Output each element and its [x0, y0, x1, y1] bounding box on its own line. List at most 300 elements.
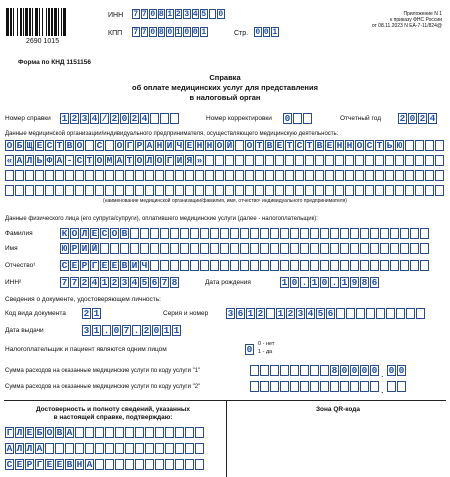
confirm-line-3[interactable] — [5, 459, 205, 470]
same-person-opt-no: 0 - нет — [258, 341, 275, 347]
sum-code1-label: Сумма расходов на оказанные медицинские услуги по коду услуги "1" — [5, 368, 201, 374]
char-cell — [220, 228, 229, 239]
char-cell — [210, 228, 219, 239]
sum-code1-rub-field[interactable] — [250, 365, 380, 376]
char-cell — [105, 185, 114, 196]
char-cell: В — [66, 459, 73, 470]
char-cell — [420, 228, 429, 239]
char-cell — [265, 155, 274, 166]
header-kpp-field[interactable] — [132, 27, 209, 37]
char-cell — [175, 459, 184, 470]
char-cell: . — [301, 277, 308, 288]
char-cell — [160, 243, 169, 254]
char-cell — [180, 228, 189, 239]
char-cell — [215, 155, 224, 166]
char-cell — [265, 170, 274, 181]
char-cell: Н — [156, 140, 163, 151]
char-cell: 2 — [399, 113, 406, 124]
char-cell — [255, 155, 264, 166]
char-cell: Р — [136, 140, 143, 151]
char-cell — [55, 170, 64, 181]
char-cell — [209, 9, 217, 19]
cert-number-label: Номер справки — [5, 115, 51, 122]
appendix-line-1: Приложение N 1 — [403, 11, 442, 17]
char-cell — [435, 185, 444, 196]
char-cell: С — [96, 140, 103, 151]
char-cell — [310, 260, 319, 271]
char-cell — [400, 243, 409, 254]
char-cell — [185, 459, 194, 470]
char-cell — [375, 185, 384, 196]
char-cell — [240, 243, 249, 254]
char-cell — [255, 170, 264, 181]
char-cell — [175, 427, 184, 438]
char-cell: Л — [81, 228, 88, 239]
barcode-bar — [32, 8, 33, 36]
char-cell: А — [36, 443, 43, 454]
char-cell — [150, 260, 159, 271]
char-cell: Ь — [386, 140, 393, 151]
char-cell — [280, 260, 289, 271]
char-cell: О — [356, 140, 363, 151]
sum-code1-kop-field[interactable] — [387, 365, 407, 376]
char-cell: Ч — [176, 140, 183, 151]
char-cell — [225, 185, 234, 196]
sum-code2-dot: . — [381, 385, 384, 395]
char-cell — [180, 260, 189, 271]
char-cell — [305, 170, 314, 181]
same-person-field[interactable] — [245, 344, 255, 355]
org-line-1[interactable] — [5, 140, 445, 151]
char-cell — [425, 170, 434, 181]
char-cell — [170, 228, 179, 239]
char-cell — [95, 185, 104, 196]
char-cell: 0 — [361, 365, 368, 376]
char-cell — [380, 260, 389, 271]
char-cell — [396, 308, 405, 319]
cert-corr-field[interactable] — [283, 113, 313, 124]
char-cell — [250, 228, 259, 239]
char-cell — [95, 443, 104, 454]
char-cell — [330, 228, 339, 239]
char-cell: 0 — [192, 28, 198, 37]
char-cell — [380, 228, 389, 239]
char-cell — [175, 170, 184, 181]
char-cell — [210, 260, 219, 271]
char-cell — [165, 185, 174, 196]
char-cell — [305, 185, 314, 196]
char-cell — [45, 170, 54, 181]
char-cell — [335, 155, 344, 166]
char-cell: 2 — [111, 113, 118, 124]
char-cell — [250, 381, 259, 392]
char-cell — [75, 185, 84, 196]
org-line-2[interactable] — [5, 155, 445, 166]
char-cell — [240, 228, 249, 239]
char-cell — [145, 427, 154, 438]
char-cell: В — [316, 140, 323, 151]
char-cell — [205, 185, 214, 196]
barcode — [6, 0, 86, 46]
char-cell: 0 — [167, 28, 173, 37]
barcode-bar — [63, 8, 66, 36]
char-cell — [370, 228, 379, 239]
char-cell: 7 — [71, 277, 78, 288]
cert-number-field[interactable] — [60, 113, 180, 124]
char-cell — [210, 243, 219, 254]
char-cell: Т — [126, 155, 133, 166]
char-cell: / — [101, 113, 108, 124]
char-cell: 0 — [351, 365, 358, 376]
char-cell: М — [106, 155, 113, 166]
char-cell — [410, 228, 419, 239]
confirm-line-1[interactable] — [5, 427, 205, 438]
char-cell — [420, 243, 429, 254]
appendix-line-2: к приказу ФНС России — [390, 17, 442, 23]
char-cell — [370, 381, 379, 392]
cert-corr-label: Номер корректировки — [206, 115, 272, 122]
char-cell — [290, 365, 299, 376]
payer-inn-field[interactable] — [60, 277, 180, 288]
char-cell — [120, 243, 129, 254]
char-cell — [115, 427, 124, 438]
char-cell — [350, 228, 359, 239]
char-cell: 1 — [163, 325, 170, 336]
char-cell: Г — [166, 155, 173, 166]
char-cell: 1 — [277, 308, 284, 319]
char-cell — [275, 155, 284, 166]
char-cell: 2 — [143, 325, 150, 336]
char-cell: И — [166, 140, 173, 151]
char-cell: С — [61, 260, 68, 271]
char-cell — [155, 170, 164, 181]
sum-code2-rub-field[interactable] — [250, 381, 380, 392]
char-cell — [386, 308, 395, 319]
cert-year-field[interactable] — [398, 113, 438, 124]
char-cell — [260, 260, 269, 271]
char-cell — [385, 170, 394, 181]
char-cell — [150, 243, 159, 254]
header-page-field[interactable] — [254, 27, 280, 37]
char-cell — [25, 185, 34, 196]
org-line-4[interactable] — [5, 185, 445, 196]
char-cell — [105, 427, 114, 438]
char-cell — [85, 185, 94, 196]
char-cell: Л — [16, 443, 23, 454]
char-cell — [435, 140, 444, 151]
char-cell: Т — [306, 140, 313, 151]
char-cell: Ю — [396, 140, 403, 151]
char-cell — [245, 170, 254, 181]
char-cell: 2 — [83, 308, 90, 319]
char-cell — [230, 228, 239, 239]
doc-series-field[interactable] — [226, 308, 426, 319]
char-cell — [416, 308, 425, 319]
char-cell — [325, 170, 334, 181]
char-cell: С — [101, 228, 108, 239]
char-cell: Н — [206, 140, 213, 151]
char-cell: 1 — [247, 308, 254, 319]
char-cell — [375, 155, 384, 166]
char-cell — [195, 170, 204, 181]
char-cell — [350, 260, 359, 271]
char-cell — [105, 443, 114, 454]
char-cell: 4 — [192, 10, 198, 19]
char-cell: 8 — [361, 277, 368, 288]
char-cell — [340, 260, 349, 271]
char-cell — [165, 459, 174, 470]
char-cell — [260, 365, 269, 376]
payer-patronymic-field[interactable] — [60, 260, 430, 271]
char-cell — [235, 170, 244, 181]
char-cell — [340, 381, 349, 392]
char-cell — [15, 170, 24, 181]
char-cell — [325, 185, 334, 196]
char-cell: 8 — [158, 28, 164, 37]
char-cell — [235, 185, 244, 196]
char-cell — [270, 365, 279, 376]
char-cell — [115, 170, 124, 181]
char-cell — [135, 427, 144, 438]
char-cell — [295, 185, 304, 196]
char-cell — [410, 260, 419, 271]
char-cell — [360, 243, 369, 254]
char-cell — [190, 260, 199, 271]
char-cell — [195, 427, 204, 438]
char-cell — [315, 170, 324, 181]
char-cell — [245, 185, 254, 196]
char-cell: О — [156, 155, 163, 166]
payer-dob-label: Дата рождения — [205, 279, 251, 286]
title-line-1: Справка — [209, 73, 241, 82]
knd-form-code: Форма по КНД 1151156 — [18, 59, 91, 66]
char-cell — [266, 308, 275, 319]
char-cell: 0 — [409, 113, 416, 124]
char-cell — [260, 381, 269, 392]
char-cell: Н — [76, 459, 83, 470]
char-cell — [140, 243, 149, 254]
char-cell — [55, 443, 64, 454]
char-cell — [85, 427, 94, 438]
char-cell: Т — [286, 140, 293, 151]
char-cell: 4 — [91, 277, 98, 288]
char-cell: 4 — [429, 113, 436, 124]
char-cell: А — [146, 140, 153, 151]
char-cell — [387, 381, 396, 392]
char-cell — [345, 155, 354, 166]
char-cell: 0 — [255, 28, 261, 37]
char-cell — [105, 459, 114, 470]
char-cell: 6 — [237, 308, 244, 319]
char-cell — [366, 308, 375, 319]
char-cell: Б — [36, 427, 43, 438]
char-cell — [390, 243, 399, 254]
char-cell: 5 — [317, 308, 324, 319]
char-cell — [400, 260, 409, 271]
char-cell — [145, 443, 154, 454]
char-cell: А — [56, 155, 63, 166]
barcode-bar — [17, 8, 18, 36]
doc-date-field[interactable] — [82, 325, 182, 336]
char-cell — [425, 140, 434, 151]
char-cell: А — [116, 155, 123, 166]
char-cell: Г — [6, 427, 13, 438]
char-cell — [200, 260, 209, 271]
char-cell — [115, 459, 124, 470]
title-line-2: об оплате медицинских услуг для представления — [132, 83, 318, 92]
char-cell: 2 — [111, 277, 118, 288]
char-cell — [85, 170, 94, 181]
char-cell: О — [216, 140, 223, 151]
char-cell — [215, 170, 224, 181]
char-cell: - — [66, 155, 73, 166]
char-cell — [125, 170, 134, 181]
char-cell: 2 — [175, 10, 181, 19]
char-cell — [85, 443, 94, 454]
char-cell — [280, 365, 289, 376]
char-cell: 3 — [121, 277, 128, 288]
char-cell — [155, 443, 164, 454]
char-cell: 1 — [311, 277, 318, 288]
char-cell — [405, 140, 414, 151]
char-cell — [135, 185, 144, 196]
barcode-bar — [25, 8, 28, 36]
char-cell — [160, 228, 169, 239]
char-cell: 1 — [173, 325, 180, 336]
appendix-line-3: от 08.11.2023 N ЕА-7-11/824@ — [371, 23, 442, 29]
char-cell — [115, 443, 124, 454]
same-person-label: Налогоплательщик и пациент являются одним лицом — [5, 346, 167, 353]
char-cell — [200, 228, 209, 239]
char-cell — [330, 243, 339, 254]
char-cell: О — [136, 155, 143, 166]
char-cell: О — [116, 140, 123, 151]
org-label: Данные медицинской организации/индивидуального предпринимателя, осуществляющего медицинскую деятельность: — [5, 131, 339, 137]
char-cell: О — [111, 228, 118, 239]
char-cell — [290, 260, 299, 271]
header-inn-field[interactable] — [132, 9, 226, 19]
char-cell: В — [121, 260, 128, 271]
char-cell — [235, 155, 244, 166]
confirm-label-1: Достоверность и полноту сведений, указанных — [35, 406, 191, 413]
char-cell — [115, 185, 124, 196]
doc-code-label: Код вида документа — [5, 310, 66, 317]
doc-series-label: Серия и номер — [163, 310, 209, 317]
qr-zone-label: Зона QR-кода — [315, 406, 361, 413]
char-cell — [310, 228, 319, 239]
barcode-bar — [39, 8, 40, 36]
payer-surname-field[interactable] — [60, 228, 430, 239]
char-cell — [320, 243, 329, 254]
char-cell — [365, 155, 374, 166]
char-cell: 0 — [263, 28, 269, 37]
doc-date-label: Дата выдачи — [5, 327, 44, 334]
char-cell: С — [46, 140, 53, 151]
char-cell — [145, 170, 154, 181]
char-cell: Е — [276, 140, 283, 151]
char-cell — [290, 228, 299, 239]
char-cell — [105, 170, 114, 181]
char-cell — [325, 155, 334, 166]
char-cell — [135, 459, 144, 470]
barcode-bar — [48, 8, 50, 36]
char-cell: 3 — [83, 325, 90, 336]
payer-label: Данные физического лица (его супруга/супруги), оплатившего медицинские услуги (далее - налогоплательщик): — [5, 216, 318, 222]
char-cell: 4 — [91, 113, 98, 124]
char-cell: И — [176, 155, 183, 166]
cert-year-label: Отчетный год — [340, 115, 381, 122]
char-cell — [435, 155, 444, 166]
barcode-bar — [23, 8, 24, 36]
char-cell — [300, 260, 309, 271]
char-cell: Н — [346, 140, 353, 151]
char-cell — [160, 260, 169, 271]
barcode-bar — [29, 8, 31, 36]
char-cell — [320, 365, 329, 376]
char-cell — [410, 243, 419, 254]
char-cell — [225, 170, 234, 181]
char-cell: Й — [91, 243, 98, 254]
char-cell: В — [66, 140, 73, 151]
char-cell — [355, 155, 364, 166]
char-cell — [280, 381, 289, 392]
char-cell — [365, 170, 374, 181]
char-cell: Ф — [46, 155, 53, 166]
char-cell: 6 — [327, 308, 334, 319]
char-cell — [135, 170, 144, 181]
char-cell — [85, 140, 94, 151]
sum-code2-kop-field[interactable] — [387, 381, 407, 392]
confirm-line-2[interactable] — [5, 443, 205, 454]
char-cell — [125, 443, 134, 454]
payer-dob-field[interactable] — [280, 277, 380, 288]
char-cell: Е — [101, 260, 108, 271]
char-cell — [195, 185, 204, 196]
char-cell — [250, 243, 259, 254]
char-cell: Е — [111, 260, 118, 271]
char-cell: 0 — [284, 113, 291, 124]
char-cell — [220, 260, 229, 271]
char-cell — [360, 260, 369, 271]
char-cell: 0 — [321, 277, 328, 288]
sum-code2-label: Сумма расходов на оказанные медицинские услуги по коду услуги "2" — [5, 384, 201, 390]
char-cell — [425, 155, 434, 166]
char-cell — [250, 365, 259, 376]
char-cell: 0 — [371, 365, 378, 376]
doc-code-field[interactable] — [82, 308, 102, 319]
char-cell — [170, 243, 179, 254]
char-cell — [205, 170, 214, 181]
char-cell: С — [366, 140, 373, 151]
char-cell: В — [121, 228, 128, 239]
payer-inn-label: ИНН² — [5, 279, 22, 286]
payer-name-field[interactable] — [60, 243, 430, 254]
char-cell: 2 — [419, 113, 426, 124]
char-cell — [100, 243, 109, 254]
char-cell — [130, 243, 139, 254]
char-cell — [356, 308, 365, 319]
char-cell — [370, 260, 379, 271]
char-cell: Г — [126, 140, 133, 151]
char-cell — [360, 381, 369, 392]
barcode-bar — [54, 8, 57, 36]
char-cell: 2 — [81, 277, 88, 288]
char-cell: 1 — [341, 277, 348, 288]
barcode-bar — [20, 8, 22, 36]
char-cell — [245, 155, 254, 166]
org-line-3[interactable] — [5, 170, 445, 181]
char-cell — [355, 185, 364, 196]
